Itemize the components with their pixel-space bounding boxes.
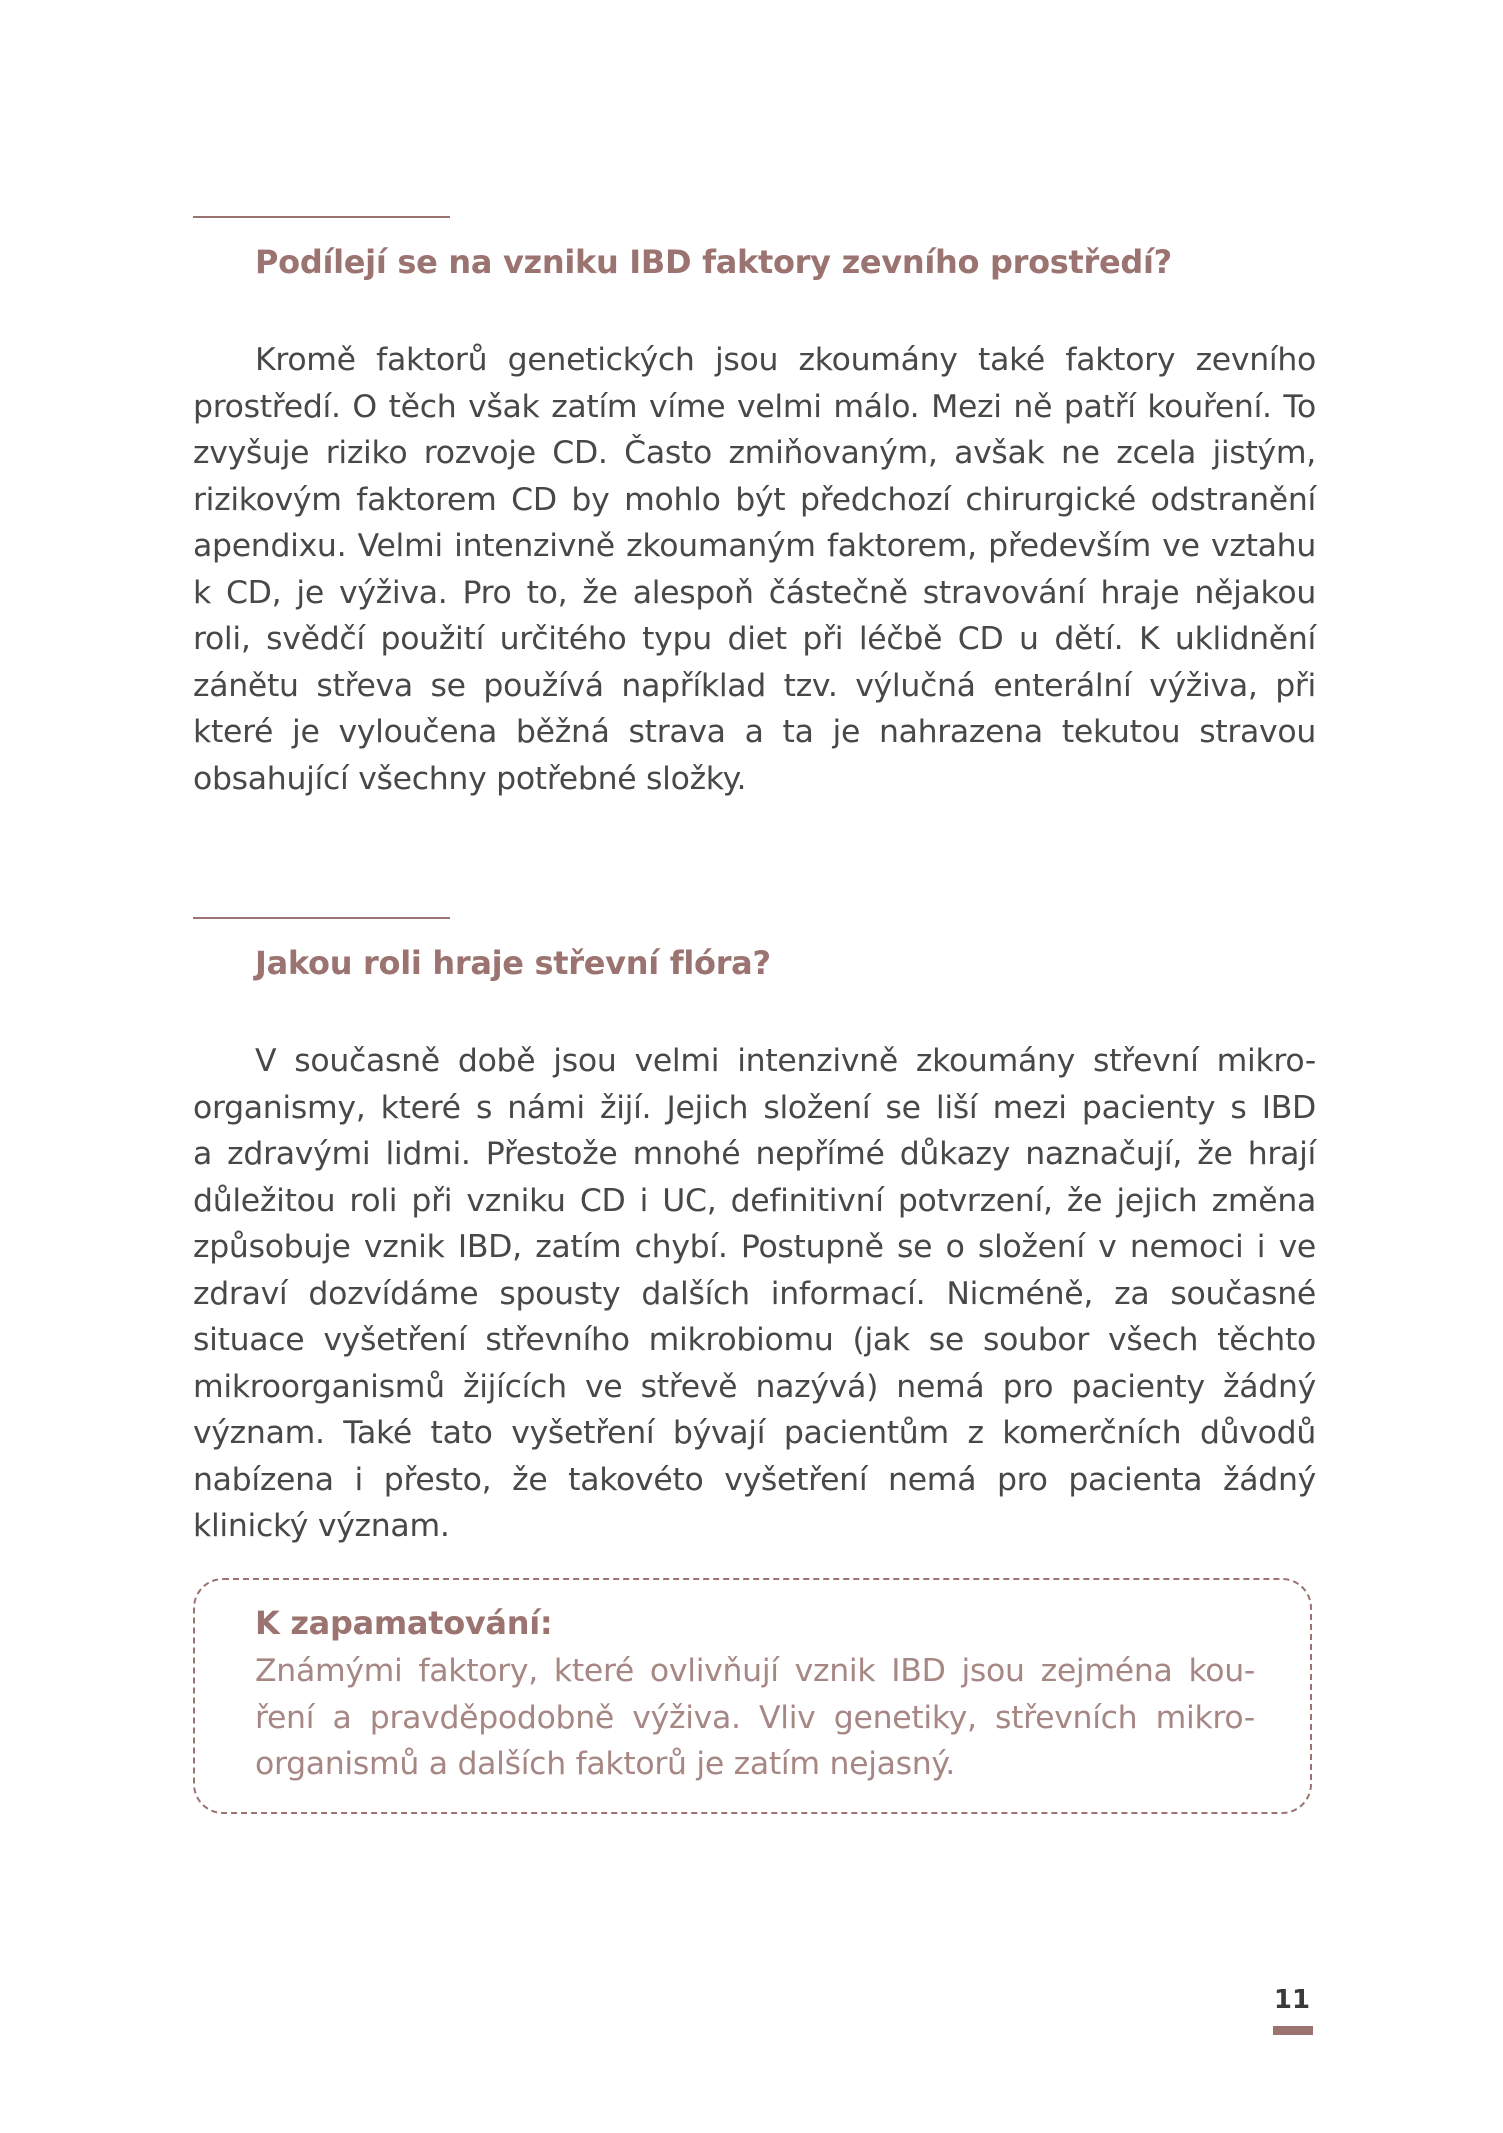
remember-text	[255, 1648, 1255, 1788]
remember-title: K zapamatování:	[255, 1604, 553, 1642]
paragraph-line: mikroorganismů žijících ve střevě nazývá) nemá pro pacienty žádný	[193, 1368, 1316, 1405]
section-paragraph	[193, 337, 1316, 802]
paragraph-line: způsobuje vznik IBD, zatím chybí. Postupně se o složení v nemoci i ve	[193, 1229, 1316, 1265]
paragraph-line: Kromě faktorů genetických jsou zkoumány také faktory zevního	[255, 342, 1316, 378]
paragraph-line: k CD, je výživa. Pro to, že alespoň částečně stravování hraje nějakou	[193, 574, 1316, 611]
page-number-bar	[1273, 2026, 1313, 2035]
remember-line: ření a pravděpodobně výživa. Vliv genetiky, střevních mikro-	[255, 1699, 1255, 1736]
paragraph-line: význam. Také tato vyšetření bývají pacientům z komerčních důvodů	[193, 1415, 1316, 1451]
paragraph-line: které je vyloučena běžná strava a ta je nahrazena tekutou stravou	[193, 714, 1316, 750]
remember-line: Známými faktory, které ovlivňují vznik IBD jsou zejména kou-	[255, 1653, 1255, 1689]
paragraph-line: organismy, které s námi žijí. Jejich složení se liší mezi pacienty s IBD	[193, 1089, 1316, 1126]
paragraph-line: V současně době jsou velmi intenzivně zkoumány střevní mikro-	[255, 1043, 1316, 1079]
paragraph-line: zdraví dozvídáme spousty dalších informací. Nicméně, za současné	[193, 1275, 1316, 1312]
remember-line: organismů a dalších faktorů je zatím nejasný.	[255, 1746, 955, 1782]
paragraph-line: prostředí. O těch však zatím víme velmi málo. Mezi ně patří kouření. To	[193, 388, 1316, 425]
paragraph-line: důležitou roli při vzniku CD i UC, definitivní potvrzení, že jejich změna	[193, 1182, 1316, 1219]
paragraph-line: roli, svědčí použití určitého typu diet při léčbě CD u dětí. K uklidnění	[193, 621, 1316, 657]
paragraph-line: apendixu. Velmi intenzivně zkoumaným faktorem, především ve vztahu	[193, 528, 1316, 564]
paragraph-line: situace vyšetření střevního mikrobiomu (jak se soubor všech těchto	[193, 1322, 1316, 1358]
paragraph-line: zvyšuje riziko rozvoje CD. Často zmiňovaným, avšak ne zcela jistým,	[193, 435, 1316, 471]
paragraph-line: obsahující všechny potřebné složky.	[193, 760, 747, 797]
paragraph-line: nabízena i přesto, že takovéto vyšetření nemá pro pacienta žádný	[193, 1461, 1316, 1498]
section-divider	[193, 216, 450, 218]
section-heading: Podílejí se na vzniku IBD faktory zevního prostředí?	[255, 243, 1172, 281]
section-divider	[193, 917, 450, 919]
section-heading: Jakou roli hraje střevní flóra?	[255, 944, 771, 982]
paragraph-line: a zdravými lidmi. Přestože mnohé nepřímé důkazy naznačují, že hrají	[193, 1136, 1316, 1172]
section-paragraph	[193, 1038, 1316, 1550]
page-number: 11	[1273, 1985, 1311, 2015]
paragraph-line: klinický význam.	[193, 1508, 450, 1544]
paragraph-line: rizikovým faktorem CD by mohlo být předchozí chirurgické odstranění	[193, 481, 1316, 518]
paragraph-line: zánětu střeva se používá například tzv. výlučná enterální výživa, při	[193, 667, 1316, 704]
